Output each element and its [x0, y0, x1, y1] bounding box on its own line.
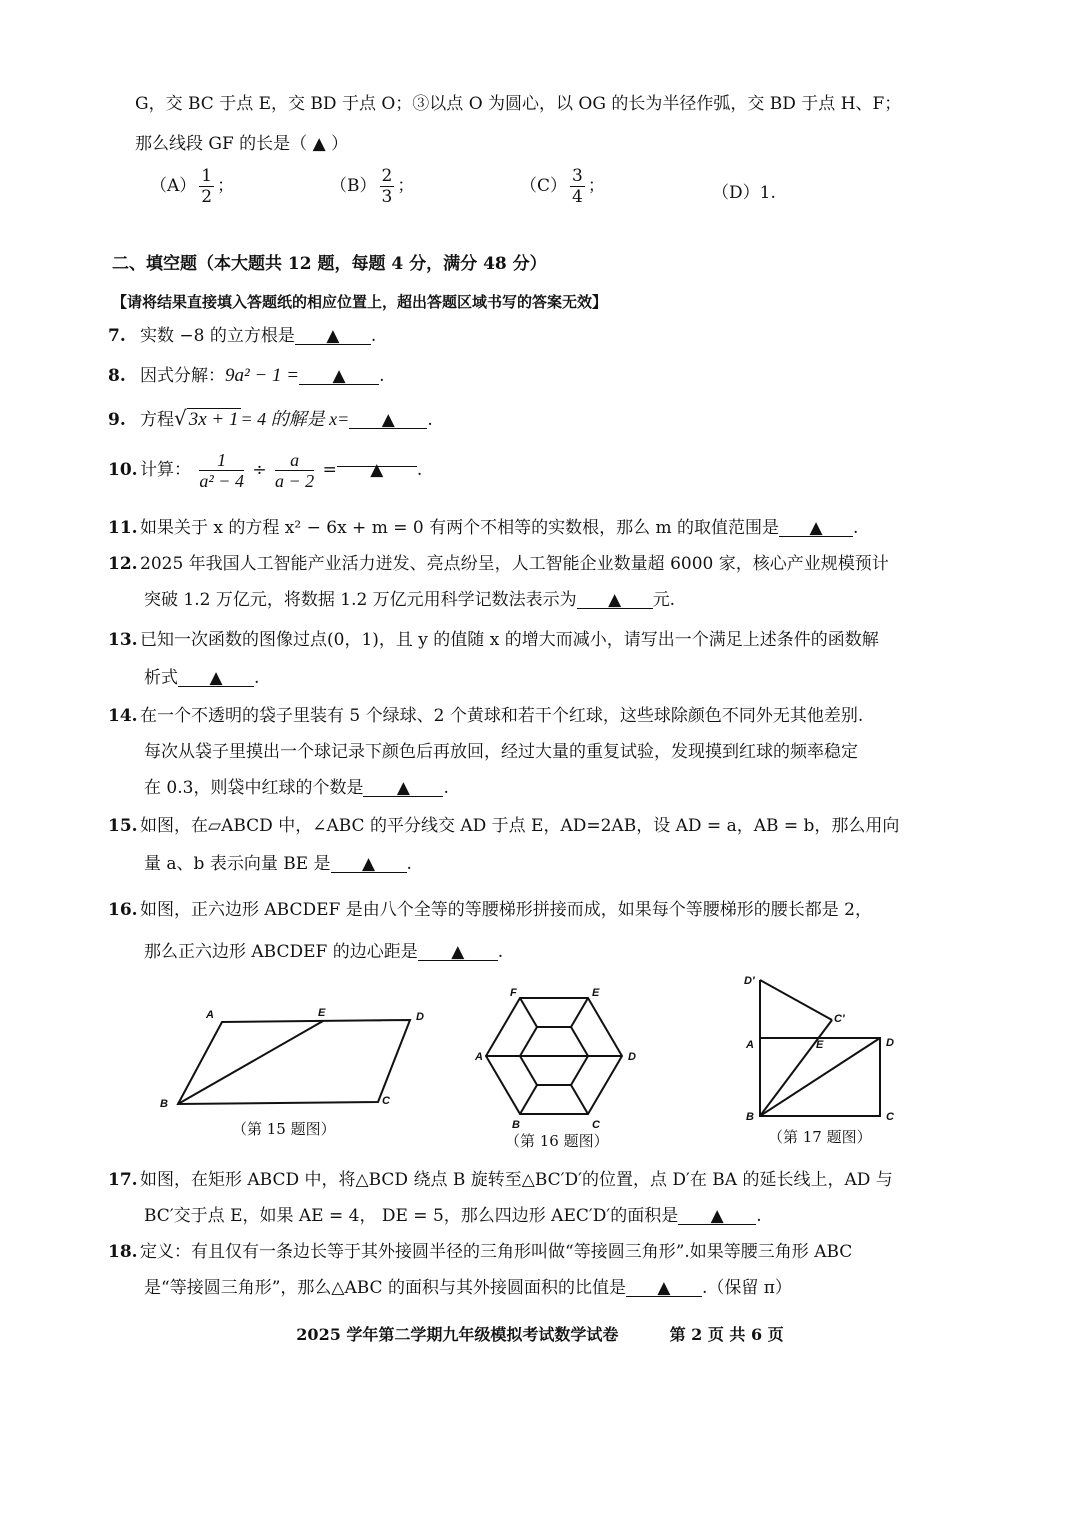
q6-line2: 那么线段 GF 的长是（ ▲ ） [135, 134, 349, 154]
figure-17 [738, 970, 908, 1120]
question-17-line1: 17. 如图，在矩形 ABCD 中，将△BCD 绕点 B 旋转至△BC′D′的位置，点 D′在 BA 的延长线上，AD 与 [108, 1170, 893, 1190]
option-d: （D）1. [712, 183, 776, 203]
question-12-line1: 12. 2025 年我国人工智能产业活力迸发、亮点纷呈，人工智能企业数量超 6000 家，核心产业规模预计 [108, 554, 889, 574]
label-a: A [475, 1051, 483, 1063]
question-9: 9. 方程√ 3x + 1 = 4 的解是 x= ▲ . [108, 406, 433, 430]
q6-line1: G，交 BC 于点 E，交 BD 于点 O；③以点 O 为圆心，以 OG 的长为半径作弧，交 BD 于点 H、F； [135, 94, 902, 114]
question-12-line2: 突破 1.2 万亿元，将数据 1.2 万亿元用科学记数法表示为 ▲ 元. [144, 590, 676, 610]
figure-15 [150, 1000, 440, 1120]
label-e: E [816, 1039, 824, 1051]
option-c: （C） $\frac{3}{4}$ ； [520, 166, 605, 207]
label-d: D [886, 1037, 894, 1049]
parallelogram-abcd [178, 1020, 410, 1104]
label-c: C [592, 1119, 600, 1131]
question-7: 7. 实数 −8 的立方根是 ▲ . [108, 326, 377, 346]
figure-16 [470, 982, 640, 1132]
question-14-line2: 每次从袋子里摸出一个球记录下颜色后再放回，经过大量的重复试验，发现摸到红球的频率稳定 [144, 742, 858, 762]
question-15-line2: 量 a、b 表示向量 BE 是 ▲ . [144, 854, 412, 874]
footer-page-number: 第 2 页 共 6 页 [669, 1325, 784, 1344]
label-f: F [510, 987, 517, 999]
label-b: B [160, 1098, 168, 1110]
label-a: A [206, 1009, 214, 1021]
answer-blank: ▲ [295, 324, 371, 345]
question-16-line1: 16. 如图，正六边形 ABCDEF 是由八个全等的等腰梯形拼接而成，如果每个等腰梯形的腰长都是 2， [108, 900, 872, 920]
question-11: 11. 如果关于 x 的方程 x² − 6x + m = 0 有两个不相等的实数根，那么 m 的取值范围是 ▲ . [108, 518, 859, 538]
section-note: 【请将结果直接填入答题纸的相应位置上，超出答题区域书写的答案无效】 [112, 293, 608, 311]
answer-blank: ▲ [331, 852, 407, 873]
question-14-line1: 14. 在一个不透明的袋子里装有 5 个绿球、2 个黄球和若干个红球，这些球除颜色不同外无其他差别. [108, 706, 864, 726]
question-13-line2: 析式 ▲ . [144, 668, 260, 688]
answer-blank: ▲ [178, 666, 254, 687]
answer-blank: ▲ [418, 940, 498, 961]
label-c-prime: C′ [834, 1013, 845, 1025]
option-a: （A） $\frac{1}{2}$ ； [150, 166, 235, 207]
figure-17-caption: （第 17 题图） [768, 1128, 872, 1146]
question-8: 8. 因式分解：9a² − 1 = ▲ . [108, 365, 385, 386]
section-title: 二、填空题（本大题共 12 题，每题 4 分，满分 48 分） [112, 254, 547, 274]
label-c: C [382, 1095, 390, 1107]
answer-blank: ▲ [678, 1204, 756, 1225]
question-14-line3: 在 0.3，则袋中红球的个数是 ▲ . [144, 778, 449, 798]
answer-blank: ▲ [299, 364, 379, 385]
question-10: 10. 计算： $\frac{1}{\text{a² − 4}}$ ÷ $\frac{a}{a - 2}$ = ▲ . [108, 446, 422, 494]
label-a: A [746, 1039, 754, 1051]
question-16-line2: 那么正六边形 ABCDEF 的边心距是 ▲ . [144, 942, 504, 962]
question-17-line2: BC′交于点 E，如果 AE = 4， DE = 5，那么四边形 AEC′D′的面积是 ▲ . [144, 1206, 762, 1226]
answer-blank: ▲ [349, 408, 427, 429]
question-13-line1: 13. 已知一次函数的图像过点(0，1)，且 y 的值随 x 的增大而减小，请写出一个满足上述条件的函数解 [108, 630, 879, 650]
label-e: E [592, 987, 600, 999]
figure-16-caption: （第 16 题图） [505, 1132, 609, 1150]
label-d: D [416, 1011, 424, 1023]
answer-blank: ▲ [363, 776, 443, 797]
question-15-line1: 15. 如图，在▱ABCD 中，∠ABC 的平分线交 AD 于点 E，AD=2AB，设 AD = a，AB = b，那么用向 [108, 816, 900, 836]
figure-15-caption: （第 15 题图） [232, 1120, 336, 1138]
option-b: （B） $\frac{2}{3}$ ； [330, 166, 415, 207]
label-b: B [746, 1111, 754, 1120]
answer-blank: ▲ [577, 588, 653, 609]
segment-d-prime-c-prime [760, 980, 832, 1020]
segment-bc-prime [760, 1020, 832, 1116]
label-d: D [628, 1051, 636, 1063]
label-e: E [318, 1007, 326, 1019]
label-c: C [886, 1111, 894, 1120]
answer-blank: ▲ [337, 446, 417, 467]
page-footer [0, 1322, 1080, 1345]
question-18-line1: 18. 定义：有且仅有一条边长等于其外接圆半径的三角形叫做“等接圆三角形”.如果等腰三角形 ABC [108, 1242, 853, 1262]
question-18-line2: 是“等接圆三角形”，那么△ABC 的面积与其外接圆面积的比值是 ▲ .（保留 π） [144, 1278, 792, 1298]
label-d-prime: D′ [744, 975, 755, 987]
answer-blank: ▲ [779, 516, 853, 537]
footer-title: 2025 学年第二学期九年级模拟考试数学试卷 [296, 1325, 619, 1344]
label-b: B [512, 1119, 520, 1131]
answer-blank: ▲ [626, 1276, 702, 1297]
